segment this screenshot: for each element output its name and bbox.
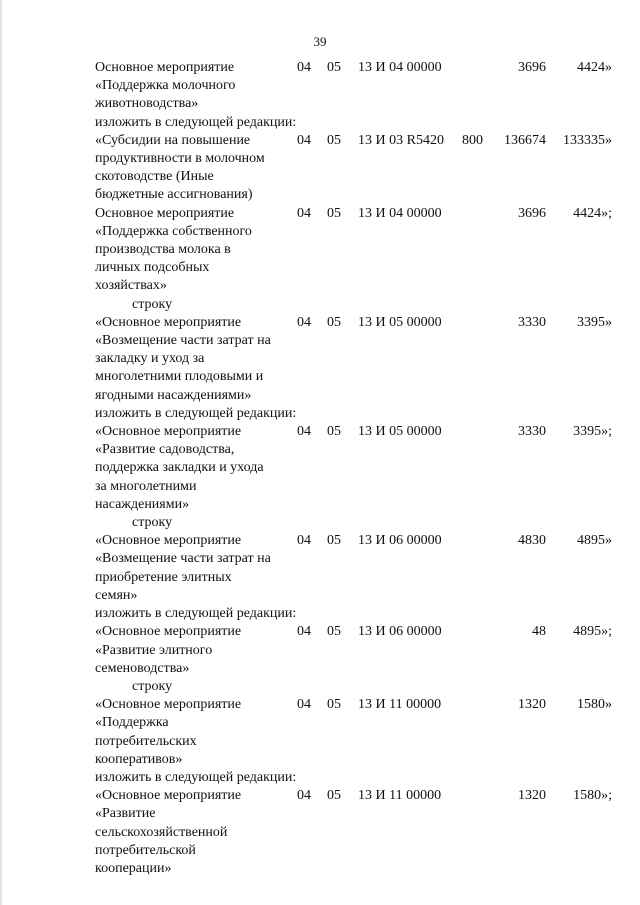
description-line: «Поддержка: [95, 715, 169, 731]
table-row: [0, 314, 640, 405]
razdel-cell: 04: [297, 533, 311, 549]
description-line: «Развитие: [95, 806, 156, 822]
target-article-cell: 13 И 06 00000: [358, 624, 442, 640]
description-line: сельскохозяйственной: [95, 824, 228, 840]
note-stroku: строку: [132, 515, 173, 531]
amount-year2-cell: 4895»;: [573, 624, 612, 640]
podrazdel-cell: 05: [327, 60, 341, 75]
target-article-cell: 13 И 05 00000: [358, 424, 442, 440]
amount-year2-cell: 1580»: [577, 697, 612, 713]
razdel-cell: 04: [297, 788, 311, 804]
row-description: [95, 314, 295, 405]
note-stroku: строку: [132, 296, 173, 312]
amount-year1-cell: 48: [532, 624, 546, 640]
description-line: «Развитие элитного: [95, 642, 213, 658]
target-article-cell: 13 И 04 00000: [358, 205, 442, 221]
description-line: «Поддержка собственного: [95, 223, 252, 239]
row-description: [95, 59, 295, 114]
amount-year2-cell: 3395»: [577, 314, 612, 330]
description-line: потребительской: [95, 842, 196, 858]
podrazdel-cell: 05: [327, 533, 341, 549]
description-line: Основное мероприятие: [95, 205, 235, 221]
description-line: «Возмещение части затрат на: [95, 551, 271, 567]
description-line: «Возмещение части затрат на: [95, 333, 271, 349]
amount-year1-cell: 4830: [518, 533, 546, 549]
podrazdel-cell: 05: [327, 697, 341, 713]
amount-year2-cell: 1580»;: [573, 788, 612, 804]
description-line: производства молока в: [95, 242, 231, 258]
table-row: [0, 59, 640, 114]
description-line: кооперации»: [95, 860, 172, 876]
razdel-cell: 04: [297, 424, 311, 440]
page-number: 39: [313, 34, 327, 49]
amount-year2-cell: 4424»;: [573, 205, 612, 221]
podrazdel-cell: 05: [327, 132, 341, 148]
target-article-cell: 13 И 06 00000: [358, 533, 442, 549]
note-amend: изложить в следующей редакции:: [95, 405, 297, 421]
razdel-cell: 04: [297, 60, 311, 75]
razdel-cell: 04: [297, 624, 311, 640]
amount-year2-cell: 4424»: [577, 60, 612, 75]
amount-year2-cell: 4895»: [577, 533, 612, 549]
description-line: многолетними плодовыми и: [95, 369, 264, 385]
description-line: «Развитие садоводства,: [95, 442, 235, 458]
description-line: за многолетними: [95, 478, 197, 494]
razdel-cell: 04: [297, 314, 311, 330]
row-description: [95, 205, 295, 296]
description-line: «Основное мероприятие: [95, 533, 242, 549]
description-line: бюджетные ассигнования): [95, 187, 253, 203]
description-line: личных подсобных: [95, 260, 210, 276]
target-article-cell: 13 И 11 00000: [358, 697, 442, 713]
amount-year1-cell: 3696: [518, 60, 546, 75]
amount-year1-cell: 3330: [518, 424, 546, 440]
table-row: [0, 532, 640, 605]
description-line: поддержка закладки и ухода: [95, 460, 264, 476]
description-line: хозяйствах»: [95, 278, 167, 294]
podrazdel-cell: 05: [327, 624, 341, 640]
description-line: Основное мероприятие: [95, 60, 235, 75]
description-line: «Основное мероприятие: [95, 624, 242, 640]
podrazdel-cell: 05: [327, 314, 341, 330]
note-amend: изложить в следующей редакции:: [95, 606, 297, 622]
amount-year2-cell: 133335»: [563, 132, 612, 148]
description-line: продуктивности в молочном: [95, 151, 265, 167]
razdel-cell: 04: [297, 132, 311, 148]
description-line: «Поддержка молочного: [95, 78, 236, 94]
amount-year2-cell: 3395»;: [573, 424, 612, 440]
note-amend: изложить в следующей редакции:: [95, 114, 297, 130]
table-row: [0, 132, 640, 205]
row-description: [95, 423, 295, 514]
table-row: [0, 423, 640, 514]
razdel-cell: 04: [297, 205, 311, 221]
row-description: [95, 623, 295, 678]
podrazdel-cell: 05: [327, 788, 341, 804]
table-row: [0, 205, 640, 296]
target-article-cell: 13 И 05 00000: [358, 314, 442, 330]
description-line: «Основное мероприятие: [95, 314, 242, 330]
description-line: «Основное мероприятие: [95, 424, 242, 440]
description-line: ягодными насаждениями»: [95, 387, 252, 403]
expense-type-cell: 800: [462, 132, 483, 148]
target-article-cell: 13 И 03 R5420: [358, 132, 444, 148]
podrazdel-cell: 05: [327, 424, 341, 440]
amount-year1-cell: 136674: [504, 132, 546, 148]
description-line: потребительских: [95, 733, 197, 749]
amount-year1-cell: 3330: [518, 314, 546, 330]
description-line: кооперативов»: [95, 751, 183, 767]
amount-year1-cell: 3696: [518, 205, 546, 221]
description-line: приобретение элитных: [95, 569, 232, 585]
row-description: [95, 787, 295, 878]
description-line: семян»: [95, 587, 138, 603]
description-line: скотоводстве (Иные: [95, 169, 214, 185]
table-row: [0, 787, 640, 878]
description-line: «Субсидии на повышение: [95, 132, 251, 148]
target-article-cell: 13 И 04 00000: [358, 60, 442, 75]
description-line: насаждениями»: [95, 496, 190, 512]
description-line: «Основное мероприятие: [95, 697, 242, 713]
description-line: закладку и уход за: [95, 351, 205, 367]
podrazdel-cell: 05: [327, 205, 341, 221]
note-amend: изложить в следующей редакции:: [95, 769, 297, 785]
note-stroku: строку: [132, 678, 173, 694]
razdel-cell: 04: [297, 697, 311, 713]
amount-year1-cell: 1320: [518, 788, 546, 804]
target-article-cell: 13 И 11 00000: [358, 788, 442, 804]
row-description: [95, 532, 295, 605]
description-line: «Основное мероприятие: [95, 788, 242, 804]
row-description: [95, 696, 295, 769]
document-body: [0, 59, 640, 878]
description-line: семеноводства»: [95, 660, 190, 676]
amount-year1-cell: 1320: [518, 697, 546, 713]
table-row: [0, 623, 640, 678]
table-row: [0, 696, 640, 769]
row-description: [95, 132, 295, 205]
description-line: животноводства»: [95, 96, 199, 112]
